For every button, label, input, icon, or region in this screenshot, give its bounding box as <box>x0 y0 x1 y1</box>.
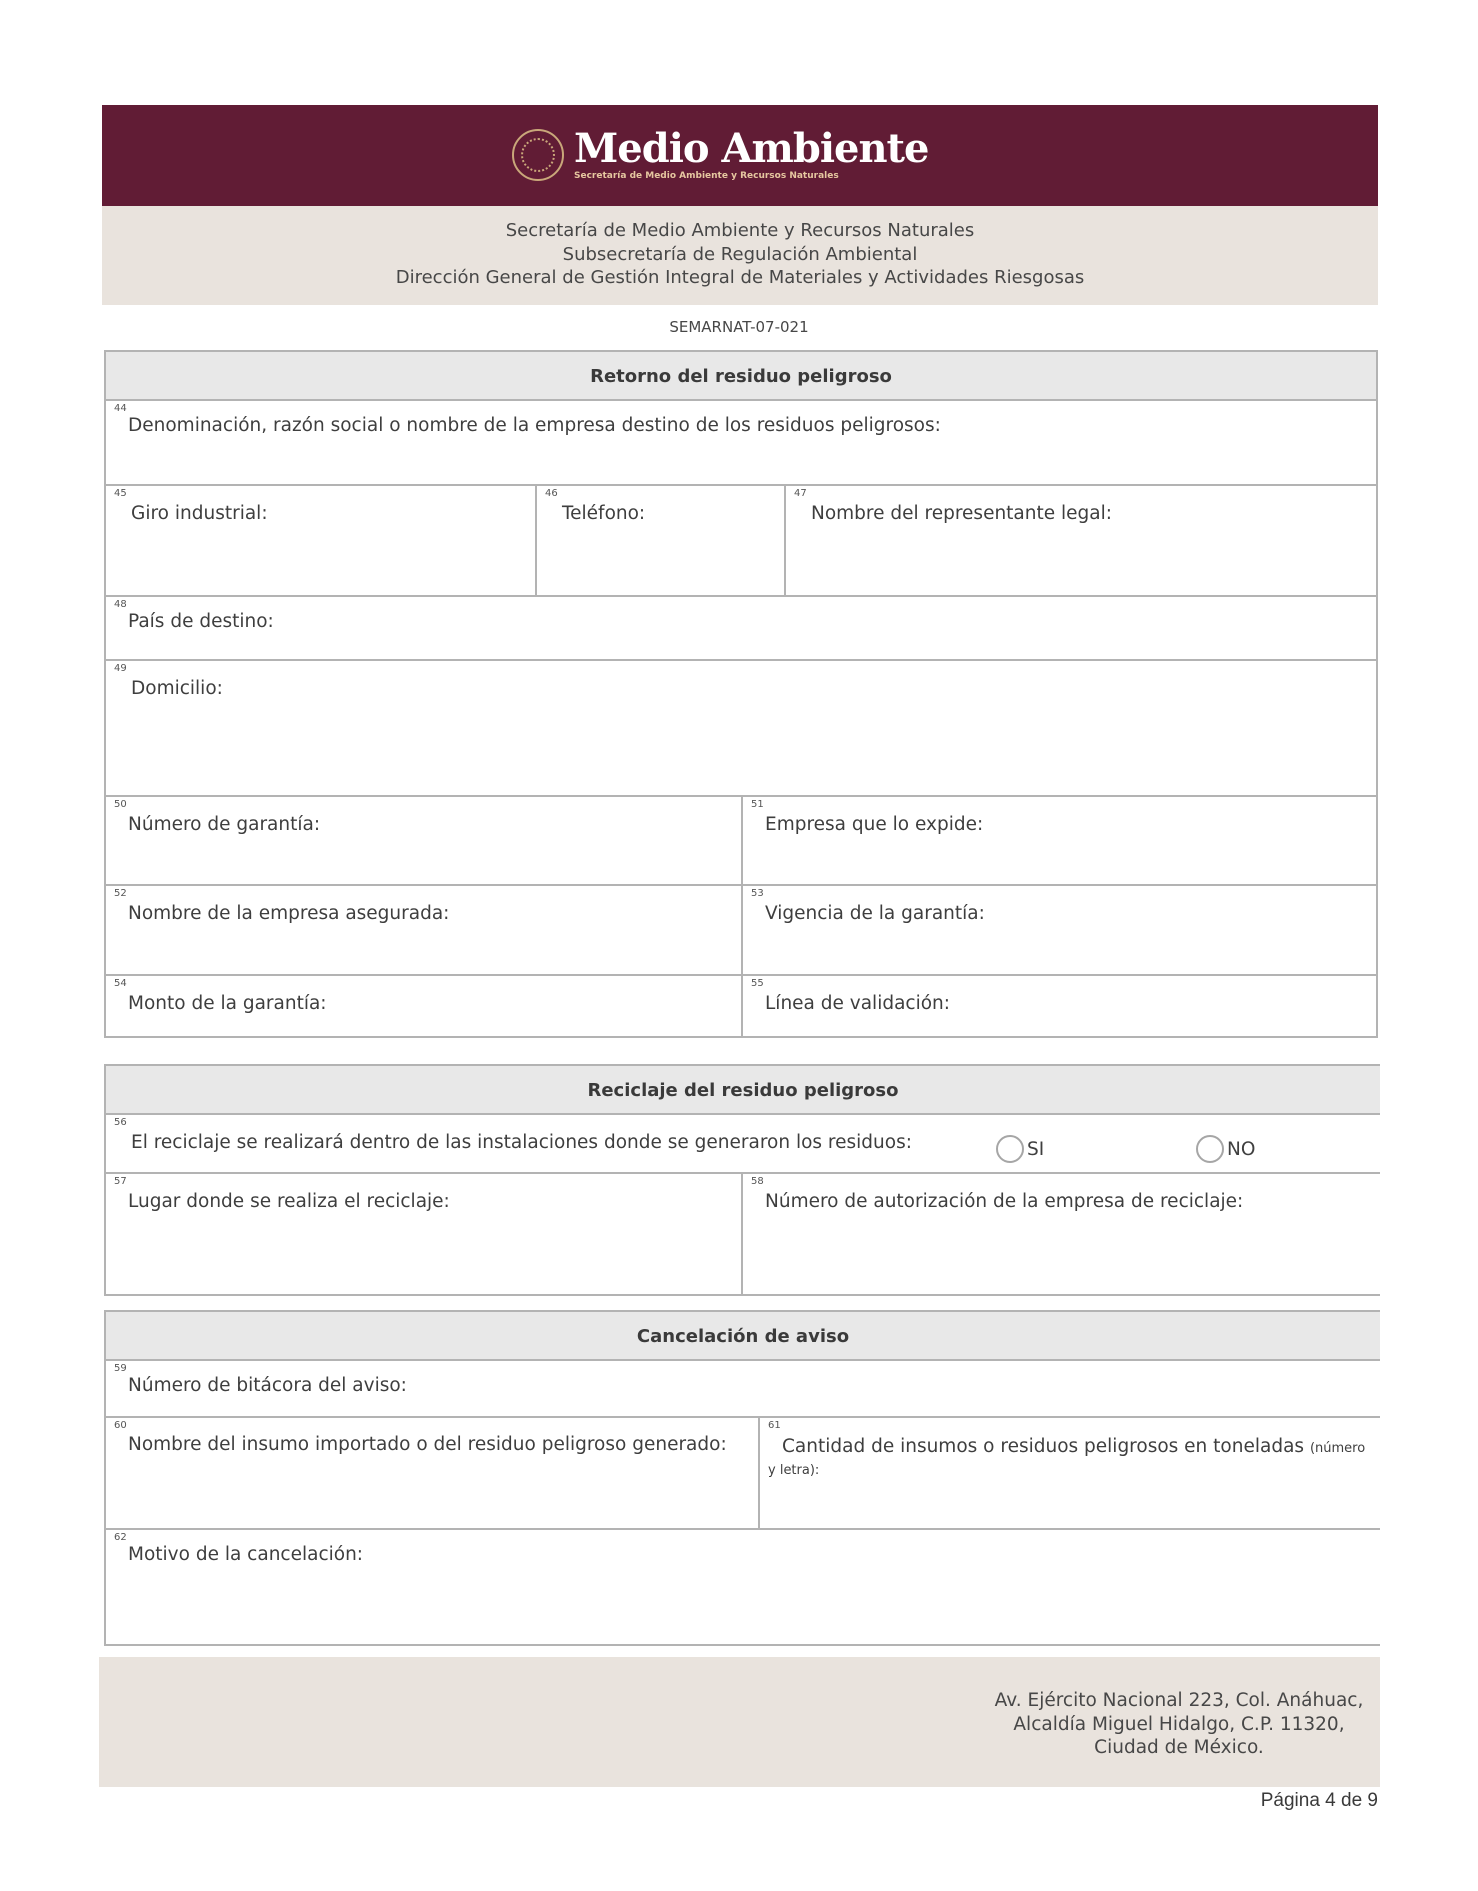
field-label: Lugar donde se realiza el reciclaje: <box>128 1191 450 1212</box>
field-number: 61 <box>768 1420 781 1431</box>
section-title: Retorno del residuo peligroso <box>106 352 1376 401</box>
field-number: 54 <box>114 978 127 989</box>
page-number: Página 4 de 9 <box>1260 1790 1378 1811</box>
field-label: Empresa que lo expide: <box>765 814 984 835</box>
field-label: Domicilio: <box>131 678 223 699</box>
agency-line: Secretaría de Medio Ambiente y Recursos Naturales <box>505 220 975 241</box>
address <box>979 1689 1379 1760</box>
header-banner <box>102 105 1378 206</box>
brand-logo <box>512 125 929 181</box>
field-label: Nombre de la empresa asegurada: <box>128 903 450 924</box>
field-number: 48 <box>114 599 127 610</box>
field-number: 58 <box>751 1176 764 1187</box>
field-label: Nombre del insumo importado o del residuo peligroso generado: <box>128 1434 727 1455</box>
agency-line: Subsecretaría de Regulación Ambiental <box>562 243 918 265</box>
field-label-main: Cantidad de insumos o residuos peligrosos en toneladas <box>782 1436 1305 1457</box>
field-label: Denominación, razón social o nombre de la empresa destino de los residuos peligrosos: <box>128 415 941 436</box>
section-title: Cancelación de aviso <box>106 1312 1380 1361</box>
field-number: 46 <box>545 488 558 499</box>
field-number: 55 <box>751 978 764 989</box>
field-label-note: (número y letra): <box>768 1441 1366 1478</box>
section-title: Reciclaje del residuo peligroso <box>106 1066 1380 1115</box>
field-55-linea-validacion[interactable] <box>743 976 1376 1036</box>
field-47-representante-legal[interactable] <box>786 486 1376 595</box>
address-line: Ciudad de México. <box>1094 1737 1264 1758</box>
field-label: Monto de la garantía: <box>128 993 327 1014</box>
field-49-domicilio[interactable] <box>106 661 1376 795</box>
field-56-reciclaje-instalaciones <box>106 1115 1380 1172</box>
field-label: Número de garantía: <box>128 814 321 835</box>
field-number: 50 <box>114 799 127 810</box>
section-cancelacion <box>104 1310 1380 1646</box>
brand-subtitle: Secretaría de Medio Ambiente y Recursos Naturales <box>574 171 839 181</box>
field-46-telefono[interactable] <box>537 486 786 595</box>
field-number: 60 <box>114 1420 127 1431</box>
field-number: 59 <box>114 1363 127 1374</box>
field-60-nombre-insumo[interactable] <box>106 1418 760 1528</box>
radio-circle-icon[interactable] <box>1196 1135 1224 1163</box>
radio-circle-icon[interactable] <box>996 1135 1024 1163</box>
radio-si[interactable] <box>996 1135 1044 1163</box>
section-reciclaje <box>104 1064 1380 1296</box>
brand-title: Medio Ambiente <box>574 125 929 172</box>
field-58-autorizacion-reciclaje[interactable] <box>743 1174 1380 1294</box>
address-line: Alcaldía Miguel Hidalgo, C.P. 11320, <box>1013 1713 1345 1735</box>
field-label: Teléfono: <box>562 503 646 524</box>
field-48-pais-destino[interactable] <box>106 597 1376 659</box>
field-45-giro-industrial[interactable] <box>106 486 537 595</box>
field-51-empresa-expide[interactable] <box>743 797 1376 884</box>
field-label: Vigencia de la garantía: <box>765 903 985 924</box>
field-number: 52 <box>114 888 127 899</box>
field-61-cantidad-toneladas[interactable] <box>760 1418 1380 1528</box>
field-62-motivo-cancelacion[interactable] <box>106 1530 1380 1644</box>
field-label <box>768 1437 1370 1481</box>
national-seal-icon <box>512 129 564 181</box>
field-44-empresa-destino[interactable] <box>106 401 1376 484</box>
field-number: 49 <box>114 663 127 674</box>
field-59-bitacora[interactable] <box>106 1361 1380 1416</box>
field-number: 45 <box>114 488 127 499</box>
form-code: SEMARNAT-07-021 <box>669 318 809 336</box>
field-number: 47 <box>794 488 807 499</box>
field-number: 56 <box>114 1117 127 1128</box>
field-50-numero-garantia[interactable] <box>106 797 743 884</box>
field-label: Número de bitácora del aviso: <box>128 1375 407 1396</box>
field-label: El reciclaje se realizará dentro de las instalaciones donde se generaron los residuos: <box>131 1132 912 1153</box>
field-label: Línea de validación: <box>765 993 951 1014</box>
agency-line: Dirección General de Gestión Integral de Materiales y Actividades Riesgosas <box>395 267 1085 288</box>
field-54-monto-garantia[interactable] <box>106 976 743 1036</box>
field-number: 62 <box>114 1532 127 1543</box>
field-label: Número de autorización de la empresa de reciclaje: <box>765 1191 1244 1212</box>
field-label: País de destino: <box>128 611 274 632</box>
field-number: 51 <box>751 799 764 810</box>
field-number: 53 <box>751 888 764 899</box>
agency-header <box>102 206 1378 305</box>
field-label: Giro industrial: <box>131 503 268 524</box>
address-line: Av. Ejército Nacional 223, Col. Anáhuac, <box>994 1690 1364 1711</box>
field-57-lugar-reciclaje[interactable] <box>106 1174 743 1294</box>
field-number: 44 <box>114 403 127 414</box>
field-label: Motivo de la cancelación: <box>128 1544 364 1565</box>
field-52-empresa-asegurada[interactable] <box>106 886 743 974</box>
radio-label: SI <box>1027 1138 1045 1160</box>
radio-no[interactable] <box>1196 1135 1255 1163</box>
radio-label: NO <box>1227 1138 1256 1160</box>
footer-band <box>99 1657 1380 1787</box>
field-53-vigencia-garantia[interactable] <box>743 886 1376 974</box>
section-retorno <box>104 350 1378 1038</box>
field-label: Nombre del representante legal: <box>811 503 1112 524</box>
field-number: 57 <box>114 1176 127 1187</box>
